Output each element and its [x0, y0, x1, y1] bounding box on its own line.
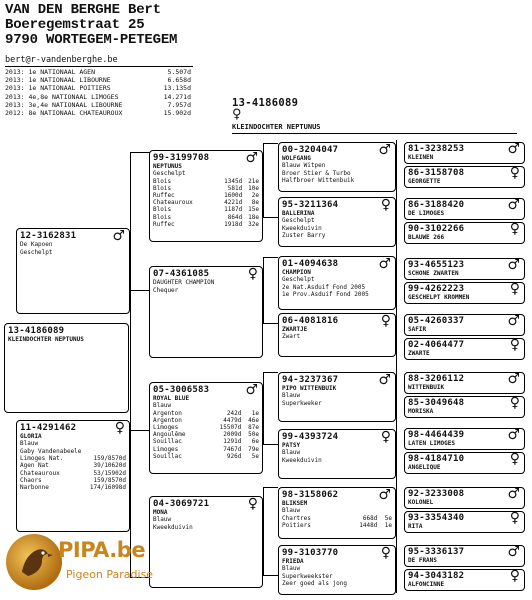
subject-ring: 13-4186089	[232, 97, 299, 109]
breeder-city: 9790 WORTEGEM-PETEGEM	[5, 32, 178, 48]
connector-line	[263, 487, 278, 488]
pigeon-detail: Geschelpt	[153, 170, 186, 177]
pigeon-detail: Blauw	[282, 392, 301, 399]
result-cell: 864d	[227, 213, 243, 221]
result-row: 2013: 1e NATIONAAL AGEN 5.507d	[5, 68, 191, 76]
female-icon: ♀	[509, 452, 520, 467]
result-row: 2013: 1e NATIONAAL POITIERS 13.135d	[5, 84, 191, 93]
connector-line	[263, 575, 278, 576]
result-row	[20, 484, 126, 491]
connector-line	[263, 143, 264, 217]
result-cell: Blois	[153, 184, 172, 192]
result-row	[20, 470, 126, 477]
breeder-name: VAN DEN BERGHE Bert	[5, 2, 161, 18]
result-cell: 159/8570d	[93, 455, 126, 463]
result-cell: 1187d	[224, 206, 243, 214]
pigeon-name: NEPTUNUS	[153, 163, 182, 170]
result-row	[153, 438, 259, 445]
result-cell: Souillac	[153, 438, 182, 446]
pigeon-detail: De Kapoen	[20, 241, 53, 248]
result-cell: 2e	[251, 192, 259, 199]
result-cell: Ruffec	[153, 220, 175, 228]
pigeon-detail: Kweekduivin	[153, 523, 193, 531]
male-icon: ♂	[245, 150, 258, 166]
pigeon-detail: Superkweker	[282, 399, 322, 407]
result-cell: 668d	[362, 514, 378, 522]
result-cell: Chateauroux	[153, 199, 193, 207]
pigeon-detail: Zwart	[282, 333, 301, 340]
pigeon-detail: Kweekduivin	[282, 224, 322, 232]
breeder-street: Boeregemstraat 25	[5, 17, 145, 33]
result-row	[153, 185, 259, 192]
male-icon: ♂	[378, 372, 391, 388]
result-row	[20, 477, 126, 484]
connector-line	[263, 487, 264, 575]
pedigree-card-gen4[interactable]	[404, 428, 525, 450]
pedigree-card-gen3[interactable]	[278, 197, 396, 247]
female-icon: ♀	[247, 496, 258, 512]
result-row	[153, 446, 259, 453]
ring-number: 86-3158708	[408, 168, 465, 178]
pedigree-card-gen3[interactable]	[278, 313, 396, 357]
ring-number: 92-3233008	[408, 489, 465, 499]
logo-tagline: Pigeon Paradise	[66, 568, 154, 581]
result-cell: Argenton	[153, 409, 182, 417]
female-icon: ♀	[509, 222, 520, 237]
results-table	[282, 515, 392, 529]
female-icon: ♀	[509, 569, 520, 584]
pedigree-card-gen4[interactable]	[404, 314, 525, 336]
connector-line	[263, 372, 278, 373]
ring-number: 93-3354340	[408, 513, 465, 523]
results-list	[5, 68, 191, 117]
pigeon-name: CHAMPION	[282, 269, 311, 276]
ring-number: 99-4393724	[282, 432, 339, 442]
pedigree-card-gen2[interactable]	[149, 266, 263, 358]
ring-number: 81-3238253	[408, 144, 465, 154]
pigeon-detail: Broer Stier & Turbo	[282, 169, 351, 177]
pigeon-detail: Geschelpt	[20, 248, 53, 256]
connector-line	[263, 444, 278, 445]
result-cell: 2009d	[223, 431, 242, 439]
pigeon-name: FRIEDA	[282, 558, 304, 565]
pigeon-name: KLEINEN	[408, 154, 434, 161]
result-cell: 4479d	[223, 416, 242, 424]
pigeon-name: ZWARTE	[408, 350, 430, 357]
pigeon-name: WOLFGANG	[282, 155, 311, 162]
result-cell: 6e	[251, 438, 259, 446]
result-cell: 7467d	[223, 445, 242, 453]
pigeon-name: KOLONEL	[408, 499, 434, 506]
pigeon-name: MONA	[153, 509, 168, 516]
pedigree-card-gen3[interactable]	[278, 142, 396, 192]
result-row: 2013: 3e,4e NATIONAAL LIBOURNE 7.957d	[5, 100, 191, 109]
ring-number: 99-3199708	[153, 153, 210, 163]
result-row	[153, 178, 259, 185]
header-divider	[5, 66, 193, 67]
breeder-header	[5, 3, 177, 48]
female-icon: ♀	[114, 420, 125, 436]
pigeon-name: PIPO WITTENBUIK	[282, 385, 337, 392]
result-cell: 1345d	[224, 177, 243, 185]
result-cell: 8e	[251, 199, 259, 207]
pipa-logo[interactable]	[4, 532, 174, 594]
ring-number: 07-4361085	[153, 269, 210, 279]
result-cell: 926d	[226, 452, 242, 460]
ring-number: 98-4184710	[408, 454, 465, 464]
pedigree-card-gen3[interactable]	[278, 372, 396, 422]
result-cell: 79e	[248, 445, 259, 453]
subject-card[interactable]	[4, 323, 129, 413]
result-cell: 53/15902d	[93, 469, 126, 477]
result-row	[153, 431, 259, 438]
female-icon: ♀	[380, 545, 391, 561]
pedigree-card-gen4[interactable]	[404, 258, 525, 280]
connector-line	[263, 257, 264, 323]
pedigree-card-gen4[interactable]	[404, 396, 525, 418]
ring-number: 95-3336137	[408, 547, 465, 557]
pigeon-detail: Blauw	[282, 449, 301, 456]
result-cell: 15507d	[219, 424, 242, 431]
result-row	[20, 455, 126, 462]
result-cell: Limoges	[153, 445, 179, 453]
result-row	[282, 522, 392, 529]
pigeon-detail: Zuster Barry	[282, 232, 326, 240]
pedigree-card-gen3[interactable]	[278, 429, 396, 479]
result-cell: 32e	[248, 220, 259, 228]
pedigree-card-gen4[interactable]	[404, 452, 525, 474]
ring-number: 94-3237367	[282, 375, 339, 385]
result-cell: 242d	[226, 409, 242, 417]
pedigree-card-gen4[interactable]	[404, 372, 525, 394]
pedigree-card-gen4[interactable]	[404, 338, 525, 360]
connector-line	[130, 430, 150, 431]
result-cell: Ruffec	[153, 192, 175, 199]
ring-number: 93-4655123	[408, 260, 465, 270]
breeder-email[interactable]: bert@r-vandenberghe.be	[5, 55, 118, 65]
result-row	[153, 199, 259, 206]
female-icon: ♀	[380, 197, 391, 213]
logo-brand: PIPA.be	[58, 538, 146, 562]
female-icon: ♀	[509, 166, 520, 181]
pigeon-detail: Kweekduivin	[282, 456, 322, 464]
pedigree-card-gen4[interactable]	[404, 222, 525, 244]
result-cell: 46e	[248, 416, 259, 424]
pigeon-name: GLORIA	[20, 433, 42, 440]
ring-number: 01-4094638	[282, 259, 339, 269]
result-cell: Chateauroux	[20, 469, 60, 477]
result-row: 2013: 1e NATIONAAL LIBOURNE 6.658d	[5, 76, 191, 85]
pedigree-card-gen2[interactable]	[149, 150, 263, 242]
connector-line	[263, 372, 264, 444]
result-row	[153, 221, 259, 228]
connector-line	[263, 323, 278, 324]
ring-number: 02-4064477	[408, 340, 465, 350]
pigeon-logo-icon	[4, 532, 64, 592]
result-cell: 1600d	[224, 192, 243, 199]
ring-number: 99-4262223	[408, 284, 465, 294]
pedigree-card-gen4[interactable]	[404, 569, 525, 591]
pedigree-card-gen3[interactable]	[278, 256, 396, 310]
result-cell: 39/10620d	[93, 462, 126, 470]
female-icon: ♀	[509, 396, 520, 411]
pigeon-detail: Blauw	[20, 440, 39, 447]
female-icon: ♀	[509, 511, 520, 526]
male-icon: ♂	[378, 142, 391, 158]
ring-number: 06-4081816	[282, 316, 339, 326]
pigeon-name: WITTENBUIK	[408, 384, 445, 391]
female-icon: ♀	[509, 338, 520, 353]
pigeon-name: ALFONCINNE	[408, 581, 445, 588]
result-cell: 10e	[248, 184, 259, 192]
pedigree-card-gen4[interactable]	[404, 545, 525, 567]
male-icon: ♂	[507, 258, 520, 273]
pigeon-detail: Blauw	[153, 516, 172, 523]
pigeon-name: DE FRANS	[408, 557, 437, 564]
pigeon-detail: Blauw Witpen	[282, 162, 326, 169]
male-icon: ♂	[378, 256, 391, 272]
male-icon: ♂	[245, 382, 258, 398]
female-icon: ♀	[380, 313, 391, 329]
results-table	[153, 178, 259, 228]
ring-number: 13-4186089	[8, 326, 65, 336]
dam-card[interactable]	[16, 420, 130, 532]
connector-line	[263, 143, 278, 144]
result-row	[282, 515, 392, 522]
result-row: 2012: 8e NATIONAAL CHATEAUROUX 15.902d	[5, 109, 191, 118]
pedigree-card-gen4[interactable]	[404, 198, 525, 220]
connector-line	[263, 217, 278, 218]
male-icon: ♂	[507, 314, 520, 329]
pigeon-detail: 1e Prov.Asduif Fond 2005	[282, 291, 369, 299]
connector-line	[263, 257, 278, 258]
pigeon-detail: DAUGHTER CHAMPION	[153, 279, 215, 286]
result-cell: Limoges Nat.	[20, 455, 64, 463]
ring-number: 11-4291462	[20, 423, 77, 433]
pigeon-name: ANGELIQUE	[408, 464, 441, 471]
connector-line	[130, 290, 150, 291]
pigeon-name: ROYAL BLUE	[153, 395, 190, 402]
connector-line	[130, 152, 150, 153]
pigeon-name: SCHONE ZWARTEN	[408, 270, 459, 277]
ring-number: 85-3049648	[408, 398, 465, 408]
pedigree-card-gen4[interactable]	[404, 511, 525, 533]
ring-number: 95-3211364	[282, 200, 339, 210]
result-cell: Agen Nat	[20, 462, 49, 470]
pigeon-detail: Blauw	[153, 402, 172, 409]
result-row	[153, 417, 259, 424]
pigeon-detail: Zeer goed als jong	[282, 580, 348, 588]
result-row	[153, 453, 259, 460]
result-cell: 581d	[227, 184, 243, 192]
male-icon: ♂	[507, 545, 520, 560]
pigeon-name: BLIKSEM	[282, 500, 308, 507]
male-icon: ♂	[507, 372, 520, 387]
pigeon-detail: Blauw	[282, 565, 301, 572]
result-row	[153, 214, 259, 221]
subject-name: KLEINDOCHTER NEPTUNUS	[232, 123, 321, 131]
male-icon: ♂	[507, 142, 520, 157]
ring-number: 99-3103770	[282, 548, 339, 558]
result-cell: 21e	[248, 177, 259, 185]
male-icon: ♂	[507, 428, 520, 443]
ring-number: 05-3006583	[153, 385, 210, 395]
pigeon-name: BLAUWE 266	[408, 234, 445, 241]
ring-number: 94-3043182	[408, 571, 465, 581]
result-cell: 1291d	[223, 438, 242, 446]
result-cell: Chartres	[282, 514, 311, 522]
result-cell: Souillac	[153, 452, 182, 460]
pedigree-card-gen4[interactable]	[404, 166, 525, 188]
result-cell: 5e	[384, 514, 392, 522]
result-cell: Limoges	[153, 424, 179, 431]
sire-card[interactable]	[16, 228, 130, 314]
result-cell: Poitiers	[282, 521, 311, 529]
result-cell: 1918d	[224, 220, 243, 228]
pigeon-name: SAFIR	[408, 326, 427, 333]
ring-number: 04-3069721	[153, 499, 210, 509]
ring-number: 90-3102266	[408, 224, 465, 234]
female-icon: ♀	[247, 266, 258, 282]
pigeon-detail: Chequer	[153, 286, 179, 294]
result-row	[153, 410, 259, 417]
result-cell: Argenton	[153, 416, 182, 424]
subject-divider	[232, 133, 517, 134]
pedigree-card-gen3[interactable]	[278, 487, 396, 539]
result-cell: Narbonne	[20, 484, 49, 491]
pedigree-card-gen4[interactable]	[404, 282, 525, 304]
subject-pigeon	[232, 97, 412, 131]
result-cell: 1e	[251, 409, 259, 417]
connector-line	[130, 152, 131, 578]
pigeon-detail: Geschelpt	[282, 217, 315, 224]
pigeon-detail: Halfbroer Wittenbuik	[282, 177, 355, 185]
result-cell: 87e	[248, 424, 259, 431]
male-icon: ♂	[507, 487, 520, 502]
male-icon: ♂	[507, 198, 520, 213]
pigeon-name: GEORGETTE	[408, 178, 441, 185]
result-row	[153, 206, 259, 213]
female-icon: ♀	[509, 282, 520, 297]
results-table	[153, 410, 259, 460]
pigeon-name: BALLERINA	[282, 210, 315, 217]
pedigree-card-gen4[interactable]	[404, 487, 525, 509]
result-cell: Chaors	[20, 476, 42, 484]
result-cell: Blois	[153, 213, 172, 221]
pigeon-name: RITA	[408, 523, 423, 530]
result-cell: 174/16098d	[89, 484, 126, 491]
results-table	[20, 455, 126, 491]
result-cell: 4221d	[224, 199, 243, 207]
male-icon: ♂	[378, 487, 391, 503]
result-cell: Angoulême	[153, 431, 186, 439]
pigeon-name: GESCHELPT KROMMEN	[408, 294, 470, 301]
pigeon-name: MORISKA	[408, 408, 434, 415]
result-row	[20, 462, 126, 469]
result-cell: Blois	[153, 177, 172, 185]
result-row	[153, 192, 259, 199]
result-cell: 1e	[384, 521, 392, 529]
pigeon-name: LATEN LIMOGES	[408, 440, 455, 447]
ring-number: 98-4464439	[408, 430, 465, 440]
pigeon-detail: Gaby Vandenabeele	[20, 447, 82, 455]
ring-number: 88-3206112	[408, 374, 465, 384]
pigeon-name: ZWARTJE	[282, 326, 308, 333]
ring-number: 98-3158062	[282, 490, 339, 500]
female-icon: ♀	[232, 107, 242, 122]
ring-number: 05-4260337	[408, 316, 465, 326]
pigeon-detail: 2e Nat.Asduif Fond 2005	[282, 283, 366, 291]
ring-number: 86-3188420	[408, 200, 465, 210]
pigeon-name: DE LIMOGES	[408, 210, 445, 217]
ring-number: 00-3204047	[282, 145, 339, 155]
result-cell: 159/8570d	[93, 476, 126, 484]
ring-number: 12-3162831	[20, 231, 77, 241]
male-icon: ♂	[112, 228, 125, 244]
pigeon-name: PATSY	[282, 442, 301, 449]
result-row	[153, 424, 259, 431]
result-cell: 15e	[248, 206, 259, 214]
pedigree-card-gen2[interactable]	[149, 382, 263, 474]
pedigree-card-gen4[interactable]	[404, 142, 525, 164]
result-row: 2013: 4e,8e NATIONAAL LIMOGES 14.271d	[5, 92, 191, 101]
connector-line	[396, 140, 397, 593]
result-cell: Blois	[153, 206, 172, 214]
pedigree-card-gen3[interactable]	[278, 545, 396, 595]
pigeon-name: KLEINDOCHTER NEPTUNUS	[8, 336, 84, 343]
result-cell: 1448d	[359, 521, 378, 529]
result-cell: 5e	[251, 452, 259, 460]
female-icon: ♀	[380, 429, 391, 445]
pigeon-detail: Superkweekster	[282, 572, 333, 580]
result-cell: 50e	[248, 431, 259, 439]
pigeon-detail: Geschelpt	[282, 276, 315, 283]
result-cell: 18e	[248, 213, 259, 221]
pigeon-detail: Blauw	[282, 507, 301, 514]
